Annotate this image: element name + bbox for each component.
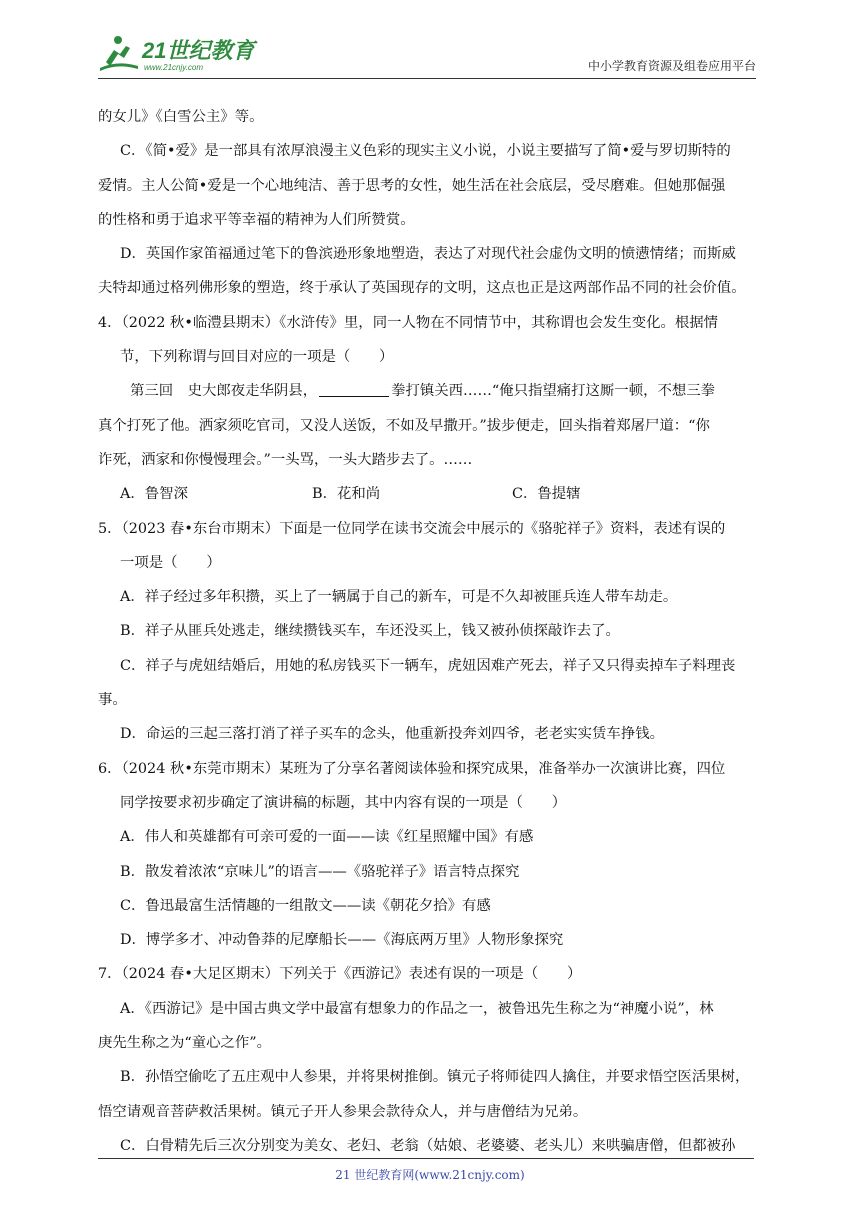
question-5-cont: 一项是（ ） — [120, 554, 221, 571]
option-c: C．《简•爱》是一部具有浓厚浪漫主义色彩的现实主义小说，小说主要描写了简•爱与罗切斯特的 — [120, 143, 731, 160]
page-header — [98, 30, 756, 79]
option-d: D．博学多才、冲动鲁莽的尼摩船长——《海底两万里》人物形象探究 — [120, 932, 564, 949]
option-d: D．命运的三起三落打消了祥子买车的念头，他重新投奔刘四爷，老老实实赁车挣钱。 — [120, 726, 664, 743]
svg-text:21世纪教育: 21世纪教育 — [142, 38, 255, 63]
platform-name: 中小学教育资源及组卷应用平台 — [587, 59, 756, 73]
options-row — [98, 477, 762, 511]
option-b: B．祥子从匪兵处逃走，继续攒钱买车，车还没买上，钱又被孙侦探敲诈去了。 — [120, 623, 620, 640]
text-line: 的性格和勇于追求平等幸福的精神为人们所赞赏。 — [98, 211, 415, 228]
question-6-cont: 同学按要求初步确定了演讲稿的标题，其中内容有误的一项是（ ） — [120, 794, 567, 811]
text-line: 事。 — [98, 692, 127, 709]
text-line: 悟空请观音菩萨救活果树。镇元子开人参果会款待众人，并与唐僧结为兄弟。 — [98, 1103, 588, 1120]
option-a: A．伟人和英雄都有可亲可爱的一面——读《红星照耀中国》有感 — [120, 829, 534, 846]
option-a: A．鲁智深 — [120, 486, 188, 503]
passage-line — [98, 374, 762, 408]
document-body — [98, 100, 762, 1163]
option-c: C．鲁迅最富生活情趣的一组散文——读《朝花夕拾》有感 — [120, 897, 491, 914]
question-7: 7．（2024 春•大足区期末）下列关于《西游记》表述有误的一项是（ ） — [98, 966, 582, 983]
footer-divider — [98, 1158, 754, 1159]
text-line: 庚先生称之为“童心之作”。 — [98, 1035, 272, 1052]
question-4-cont: 节，下列称谓与回目对应的一项是（ ） — [120, 349, 394, 366]
passage-text: 第三回 史大郎夜走华阴县， — [130, 383, 318, 400]
answer-blank — [319, 382, 389, 397]
option-a: A．《西游记》是中国古典文学中最富有想象力的作品之一，被鲁迅先生称之为“神魔小说”，林 — [120, 1000, 714, 1017]
site-logo — [98, 32, 268, 74]
option-c: C．鲁提辖 — [512, 486, 581, 503]
option-c: C．白骨精先后三次分别变为美女、老妇、老翁（姑娘、老婆婆、老头儿）来哄骗唐僧，但都被孙 — [120, 1137, 736, 1154]
option-d: D．英国作家笛福通过笔下的鲁滨逊形象地塑造，表达了对现代社会虚伪文明的愤懑情绪；而斯威 — [120, 246, 736, 263]
option-b: B．散发着浓浓“京味儿”的语言——《骆驼祥子》语言特点探究 — [120, 863, 520, 880]
question-4: 4．（2022 秋•临澧县期末）《水浒传》里，同一人物在不同情节中，其称谓也会发生变化。根据情 — [98, 314, 719, 331]
passage-line: 诈死，洒家和你慢慢理会。”一头骂，一头大踏步去了。…… — [98, 451, 473, 468]
option-b: B．花和尚 — [312, 486, 381, 503]
text-line: 夫特却通过格列佛形象的塑造，终于承认了英国现存的文明，这点也正是这两部作品不同的社会价值。 — [98, 280, 746, 297]
passage-line: 真个打死了他。洒家须吃官司，又没人送饭，不如及早撒开。”拔步便走，回头指着郑屠尸道：“你 — [98, 417, 710, 434]
passage-text: 拳打镇关西……“俺只指望痛打这厮一顿，不想三拳 — [391, 383, 716, 400]
question-5: 5．（2023 春•东台市期末）下面是一位同学在读书交流会中展示的《骆驼祥子》资料，表述有误的 — [98, 520, 726, 537]
text-line: 爱情。主人公简•爱是一个心地纯洁、善于思考的女性，她生活在社会底层，受尽磨难。但她那倔强 — [98, 177, 726, 194]
question-6: 6．（2024 秋•东莞市期末）某班为了分享名著阅读体验和探究成果，准备举办一次演讲比赛，四位 — [98, 760, 726, 777]
option-c: C．祥子与虎妞结婚后，用她的私房钱买下一辆车，虎妞因难产死去，祥子又只得卖掉车子料理丧 — [120, 657, 736, 674]
option-b: B．孙悟空偷吃了五庄观中人参果，并将果树推倒。镇元子将师徒四人擒住，并要求悟空医活果树， — [120, 1069, 750, 1086]
page-footer: 21 世纪教育网(www.21cnjy.com) — [335, 1168, 525, 1182]
option-a: A．祥子经过多年积攒，买上了一辆属于自己的新车，可是不久却被匪兵连人带车劫走。 — [120, 589, 678, 606]
text-line: 的女儿》《白雪公主》等。 — [98, 109, 264, 125]
svg-text:www.21cnjy.com: www.21cnjy.com — [144, 63, 203, 72]
